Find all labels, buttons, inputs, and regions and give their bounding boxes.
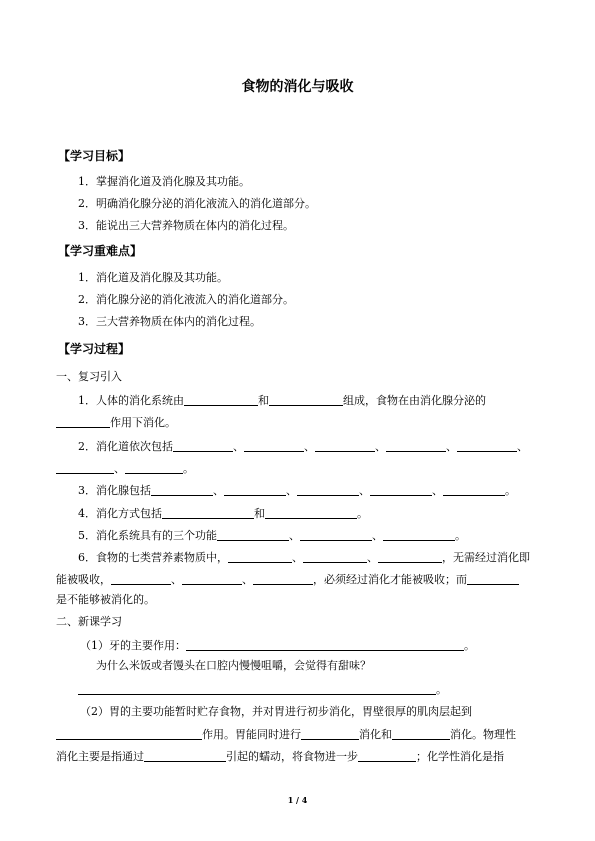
q1-blank-2[interactable]	[269, 393, 343, 406]
q1-blank-3[interactable]	[56, 415, 110, 428]
q3-blank-1[interactable]	[151, 483, 213, 496]
review-q6-line1	[78, 550, 530, 565]
stomach-line2	[56, 727, 516, 742]
teeth-why-question: 为什么米饭或者馒头在口腔内慢慢咀嚼，会觉得有甜味？	[96, 659, 371, 672]
process-heading: 【学习过程】	[58, 342, 131, 356]
separator: 、	[367, 551, 378, 564]
page-title: 食物的消化与吸收	[241, 79, 354, 95]
stomach-line1: （2）胃的主要功能暂时贮存食物，并对胃进行初步消化，胃壁很厚的肌肉层起到	[80, 705, 472, 718]
q6-blank-6[interactable]	[253, 572, 313, 585]
goal-item-2: 2．明确消化腺分泌的消化液流入的消化道部分。	[78, 197, 316, 210]
q4-text-a: 4．消化方式包括	[78, 507, 162, 520]
review-q6-line2	[56, 572, 519, 587]
separator: 、	[517, 440, 528, 453]
review-q2-line2	[56, 461, 194, 476]
review-q6-line3: 是不能够被消化的。	[56, 593, 155, 606]
teeth-answer-blank[interactable]	[78, 682, 436, 695]
new-lesson-heading: 二、新课学习	[56, 615, 122, 628]
stomach-text-c: 消化和	[359, 728, 392, 741]
q6-text-a: 6．食物的七类营养素物质中，	[78, 551, 228, 564]
review-q1-line2	[56, 415, 176, 430]
separator: 、	[372, 529, 383, 542]
stomach-text-g: ；化学性消化是指	[416, 750, 504, 763]
q2-blank-5[interactable]	[457, 439, 517, 452]
q2-blank-2[interactable]	[244, 439, 304, 452]
review-q1-line1	[78, 393, 486, 408]
teeth-answer-line	[78, 682, 447, 697]
q6-text-b: ，无需经过消化即	[442, 551, 530, 564]
q6-blank-4[interactable]	[111, 572, 171, 585]
q3-blank-4[interactable]	[370, 483, 432, 496]
q1-text-a: 1．人体的消化系统由	[78, 394, 184, 407]
q3-text-a: 3．消化腺包括	[78, 484, 151, 497]
key-point-item-2: 2．消化腺分泌的消化液流入的消化道部分。	[78, 293, 294, 306]
review-heading: 一、复习引入	[56, 370, 122, 383]
goals-heading: 【学习目标】	[58, 149, 131, 163]
q3-blank-5[interactable]	[443, 483, 505, 496]
separator: 、	[446, 440, 457, 453]
stomach-text-e: 消化主要是指通过	[56, 750, 144, 763]
stomach-blank-5[interactable]	[358, 749, 416, 762]
separator: 、	[359, 484, 370, 497]
q2-blank-4[interactable]	[386, 439, 446, 452]
q6-blank-1[interactable]	[228, 550, 292, 563]
q1-text-b: 和	[258, 394, 269, 407]
key-point-item-3: 3．三大营养物质在体内的消化过程。	[78, 315, 261, 328]
q2-blank-1[interactable]	[173, 439, 233, 452]
q3-blank-3[interactable]	[297, 483, 359, 496]
goal-item-1: 1．掌握消化道及消化腺及其功能。	[78, 175, 250, 188]
q6-blank-3[interactable]	[378, 550, 442, 563]
stomach-blank-4[interactable]	[144, 749, 226, 762]
stomach-blank-3[interactable]	[392, 727, 450, 740]
q6-blank-7[interactable]	[467, 572, 519, 585]
teeth-question-line	[80, 638, 475, 653]
stomach-line3	[56, 749, 504, 764]
page-number: 1 / 4	[287, 795, 308, 805]
review-q2-line1	[78, 439, 528, 454]
stomach-text-d: 消化。物理性	[450, 728, 516, 741]
review-q4	[78, 506, 368, 521]
q1-text-c: 组成，食物在由消化腺分泌的	[343, 394, 486, 407]
period: 。	[436, 683, 447, 696]
q2-blank-3[interactable]	[315, 439, 375, 452]
stomach-blank-2[interactable]	[301, 727, 359, 740]
stomach-blank-1[interactable]	[56, 727, 202, 740]
separator: 、	[375, 440, 386, 453]
period: 。	[183, 462, 194, 475]
q5-blank-2[interactable]	[300, 528, 372, 541]
q6-text-d: ，必须经过消化才能被吸收；而	[313, 573, 467, 586]
review-q3	[78, 483, 516, 498]
separator: 、	[114, 462, 125, 475]
q1-blank-1[interactable]	[184, 393, 258, 406]
stomach-text-b: 作用。胃能同时进行	[202, 728, 301, 741]
q2-text-a: 2．消化道依次包括	[78, 440, 173, 453]
q5-blank-1[interactable]	[217, 528, 289, 541]
period: 。	[357, 507, 368, 520]
q5-text-a: 5．消化系统具有的三个功能	[78, 529, 217, 542]
q1-text-d: 作用下消化。	[110, 416, 176, 429]
q6-blank-2[interactable]	[303, 550, 367, 563]
separator: 、	[432, 484, 443, 497]
separator: 、	[242, 573, 253, 586]
teeth-blank-1[interactable]	[186, 638, 464, 651]
separator: 、	[292, 551, 303, 564]
key-points-heading: 【学习重难点】	[58, 244, 143, 258]
separator: 、	[289, 529, 300, 542]
period: 。	[505, 484, 516, 497]
q4-text-b: 和	[254, 507, 265, 520]
q6-blank-5[interactable]	[182, 572, 242, 585]
q4-blank-1[interactable]	[162, 506, 254, 519]
separator: 、	[286, 484, 297, 497]
separator: 、	[213, 484, 224, 497]
period: 。	[464, 639, 475, 652]
separator: 、	[233, 440, 244, 453]
q2-blank-7[interactable]	[125, 461, 183, 474]
stomach-text-f: 引起的蠕动，将食物进一步	[226, 750, 358, 763]
key-point-item-1: 1．消化道及消化腺及其功能。	[78, 271, 228, 284]
q3-blank-2[interactable]	[224, 483, 286, 496]
teeth-text-a: （1）牙的主要作用：	[80, 639, 186, 652]
review-q5	[78, 528, 466, 543]
separator: 、	[304, 440, 315, 453]
q2-blank-6[interactable]	[56, 461, 114, 474]
q5-blank-3[interactable]	[383, 528, 455, 541]
q4-blank-2[interactable]	[265, 506, 357, 519]
separator: 、	[171, 573, 182, 586]
q6-text-c: 能被吸收，	[56, 573, 111, 586]
period: 。	[455, 529, 466, 542]
goal-item-3: 3．能说出三大营养物质在体内的消化过程。	[78, 219, 294, 232]
